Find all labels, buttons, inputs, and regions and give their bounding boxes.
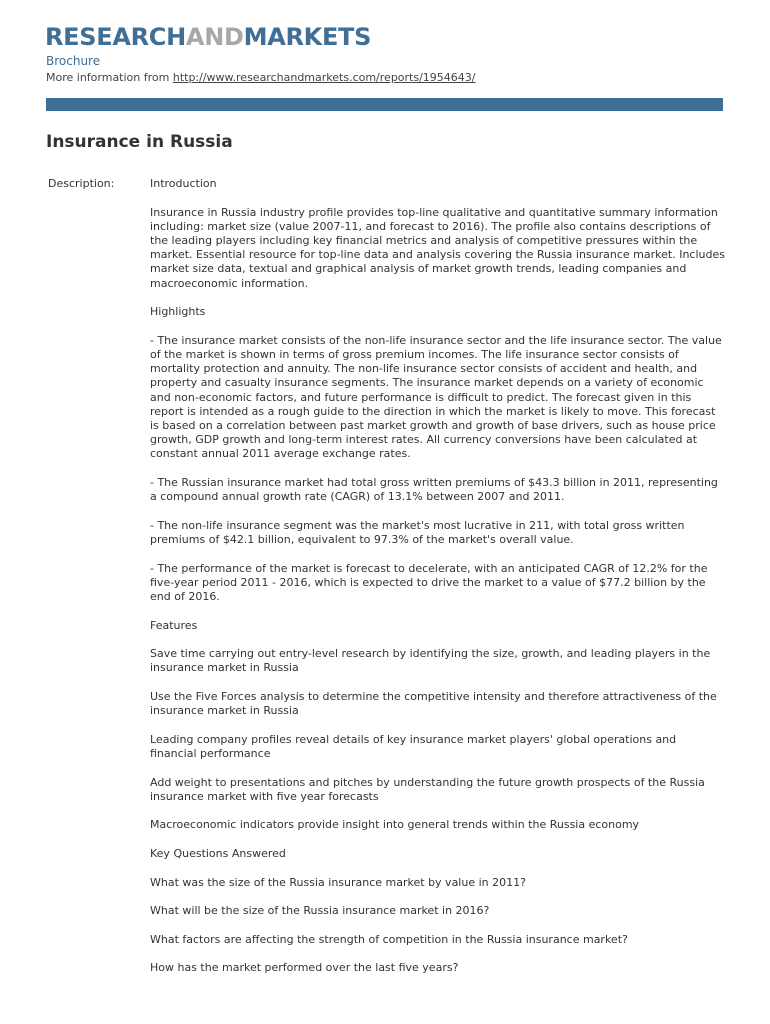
logo-and: AND: [185, 23, 244, 51]
logo-research: RESEARCH: [45, 23, 186, 51]
description-paragraph: Insurance in Russia industry profile provides top-line qualitative and quantitative summary information including: market size (value 2007-11, and forecast to 2016). The profile also contains descriptions of the leading players including key financial metrics and analysis of competitive pressures within the market. Essential resource for top-line data and analysis covering the Russia insurance market. Includes market size data, textual and graphical analysis of market growth trends, leading companies and macroeconomic information.: [150, 205, 725, 290]
researchandmarkets-logo: [45, 22, 371, 52]
description-content: [150, 177, 725, 990]
page-title: Insurance in Russia: [46, 132, 233, 152]
description-paragraph: - The performance of the market is forecast to decelerate, with an anticipated CAGR of 12.2% for the five-year period 2011 - 2016, which is expected to drive the market to a value of $77.2 billion by the end of 2016.: [150, 561, 708, 604]
description-paragraph: Features: [150, 618, 198, 632]
description-paragraph: Save time carrying out entry-level research by identifying the size, growth, and leading players in the insurance market in Russia: [150, 647, 711, 675]
description-label: Description:: [48, 177, 115, 190]
more-info-prefix: More information from: [46, 71, 173, 84]
description-paragraph: Highlights: [150, 305, 206, 319]
logo-markets: MARKETS: [243, 23, 372, 51]
description-paragraph: - The Russian insurance market had total gross written premiums of $43.3 billion in 2011, representing a compound annual growth rate (CAGR) of 13.1% between 2007 and 2011.: [150, 476, 718, 504]
description-paragraph: Leading company profiles reveal details of key insurance market players' global operations and financial performance: [150, 732, 677, 760]
description-paragraph: How has the market performed over the last five years?: [150, 961, 459, 975]
description-paragraph: Key Questions Answered: [150, 846, 286, 860]
description-paragraph: What factors are affecting the strength of competition in the Russia insurance market?: [150, 932, 628, 946]
description-paragraph: Add weight to presentations and pitches by understanding the future growth prospects of the Russia insurance market with five year forecasts: [150, 775, 705, 803]
report-link[interactable]: http://www.researchandmarkets.com/reports/1954643/: [172, 71, 476, 84]
header-divider-bar: [46, 98, 723, 111]
more-info-line: [46, 70, 476, 85]
description-paragraph: - The non-life insurance segment was the market's most lucrative in 211, with total gross written premiums of $42.1 billion, equivalent to 97.3% of the market's overall value.: [150, 518, 685, 547]
description-paragraph: Introduction: [150, 177, 217, 190]
description-paragraph: Macroeconomic indicators provide insight into general trends within the Russia economy: [150, 818, 640, 832]
description-paragraph: Use the Five Forces analysis to determine the competitive intensity and therefore attractiveness of the insurance market in Russia: [150, 690, 717, 718]
brochure-label: Brochure: [46, 54, 101, 68]
description-paragraph: What will be the size of the Russia insurance market in 2016?: [150, 904, 490, 918]
description-paragraph: What was the size of the Russia insurance market by value in 2011?: [150, 875, 526, 889]
description-paragraph: - The insurance market consists of the non-life insurance sector and the life insurance sector. The value of the market is shown in terms of gross premium incomes. The life insurance sector consists of mortality protection and annuity. The non-life insurance sector consists of accident and health, and property and casualty insurance segments. The insurance market depends on a variety of economic and non-economic factors, and future performance is difficult to predict. The forecast given in this report is intended as a rough guide to the direction in which the market is likely to move. This forecast is based on a correlation between past market growth and growth of base drivers, such as house price growth, GDP growth and long-term interest rates. All currency conversions have been calculated at constant annual 2011 average exchange rates.: [150, 333, 722, 461]
